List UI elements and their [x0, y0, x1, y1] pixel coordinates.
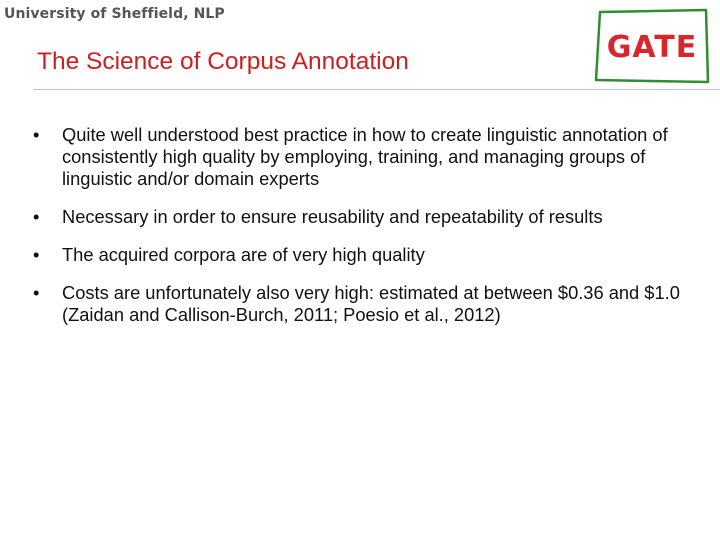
bullet-item: [33, 206, 693, 228]
bullet-text: Necessary in order to ensure reusability and repeatability of results: [62, 206, 603, 227]
bullet-item: [33, 282, 693, 326]
bullet-marker: •: [33, 244, 40, 265]
title-divider: [33, 89, 720, 90]
bullet-marker: •: [33, 206, 40, 227]
bullet-list: [33, 124, 693, 342]
bullet-item: [33, 244, 693, 266]
institution-label: University of Sheffield, NLP: [4, 6, 225, 22]
gate-logo-text: GATE: [606, 30, 698, 65]
slide-title: The Science of Corpus Annotation: [37, 48, 409, 75]
bullet-text: Costs are unfortunately also very high: estimated at between $0.36 and $1.0 (Zaidan and Callison-Burch, 2011; Poesio et al., 2012): [62, 282, 680, 325]
bullet-marker: •: [33, 282, 40, 303]
gate-logo: [592, 6, 712, 86]
bullet-text: The acquired corpora are of very high quality: [62, 244, 425, 265]
bullet-text: Quite well understood best practice in how to create linguistic annotation of consistently high quality by employing, training, and managing groups of linguistic and/or domain experts: [62, 124, 668, 189]
bullet-marker: •: [33, 124, 40, 145]
bullet-item: [33, 124, 693, 190]
